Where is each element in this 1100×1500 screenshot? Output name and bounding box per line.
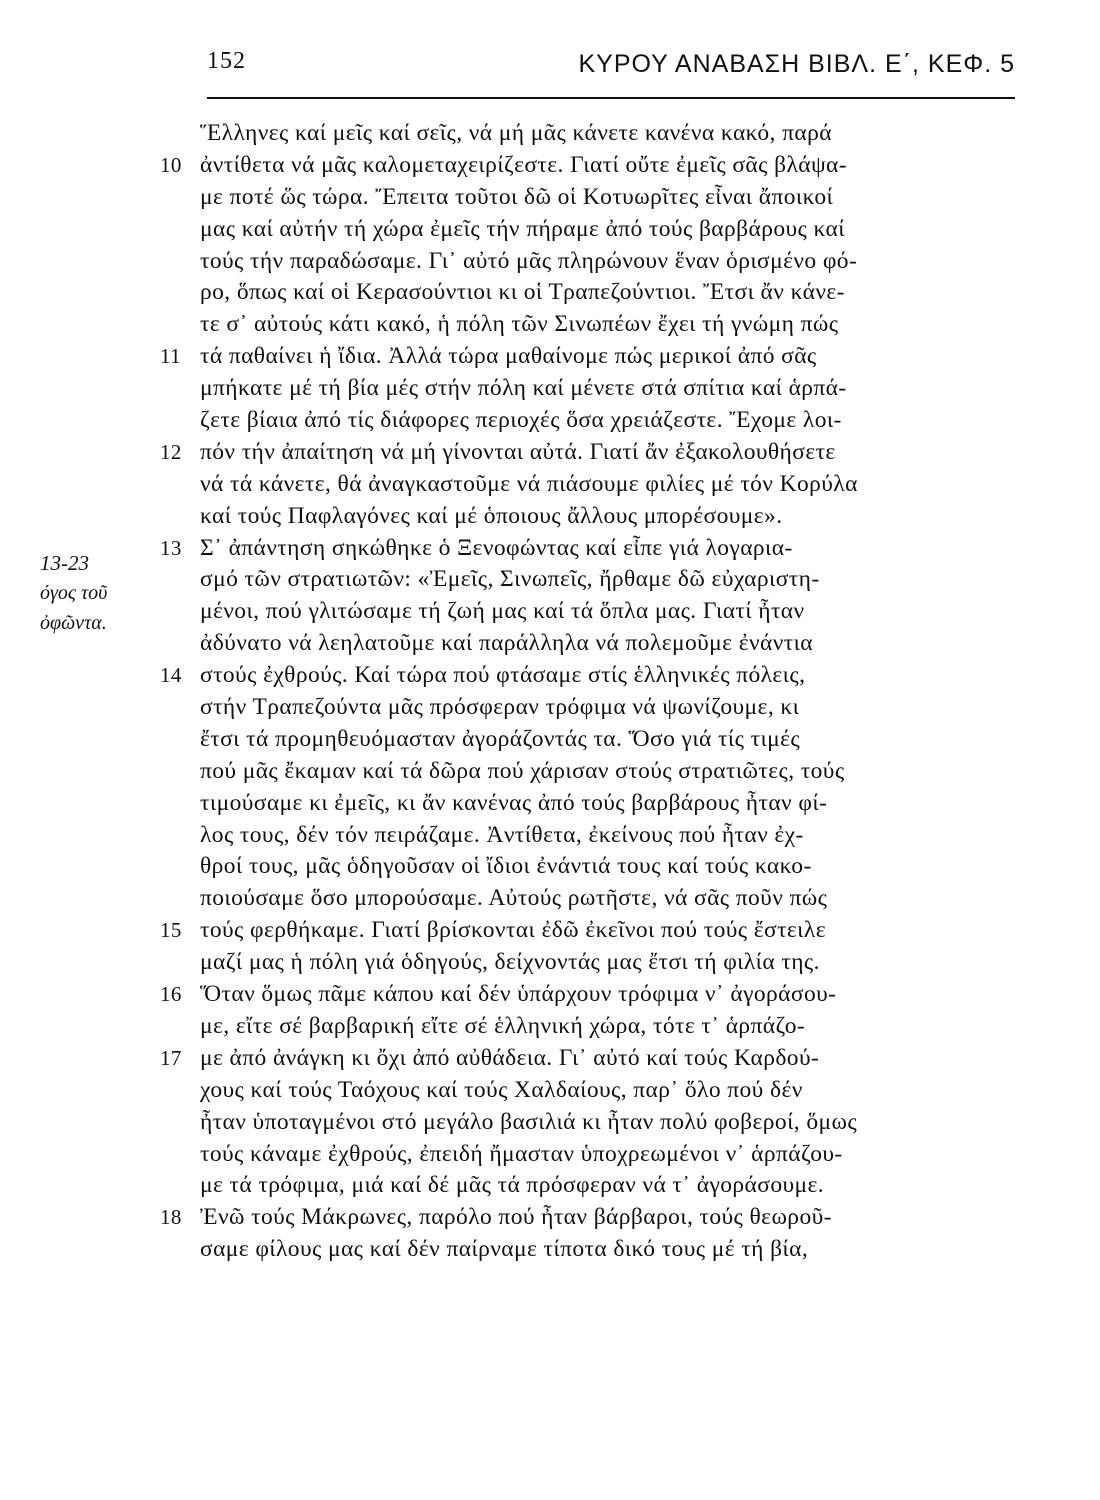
line-text: θροί τους, μᾶς ὁδηγοῦσαν οἱ ἴδιοι ἐνάντιά τους καί τούς κακο- xyxy=(200,853,812,880)
text-line xyxy=(200,596,1020,628)
margin-note xyxy=(40,548,150,638)
text-line xyxy=(200,724,1020,756)
text-line xyxy=(200,692,1020,724)
text-line xyxy=(200,1139,1020,1171)
text-line xyxy=(200,501,1020,533)
line-text: στούς ἐχθρούς. Καί τώρα πού φτάσαμε στίς ἑλληνικές πόλεις, xyxy=(200,662,806,689)
line-text: τε σ᾽ αὐτούς κάτι κακό, ἡ πόλη τῶν Σινωπέων ἔχει τή γνώμη πώς xyxy=(200,311,839,338)
line-text: στήν Τραπεζούντα μᾶς πρόσφεραν τρόφιμα νά ψωνίζουμε, κι xyxy=(200,694,800,721)
margin-note-line: ὀφῶντα. xyxy=(40,612,107,634)
line-text: ποιούσαμε ὅσο μπορούσαμε. Αὐτούς ρωτῆστε, νά σᾶς ποῦν πώς xyxy=(200,885,828,912)
text-line xyxy=(200,1170,1020,1202)
section-number: 15 xyxy=(160,918,182,943)
section-number: 13 xyxy=(160,535,182,560)
line-text: σμό τῶν στρατιωτῶν: «Ἐμεῖς, Σινωπεῖς, ἤρθαμε δῶ εὐχαριστη- xyxy=(200,566,820,593)
line-text: μαζί μας ἡ πόλη γιά ὁδηγούς, δείχνοντάς μας ἔτσι τή φιλία της. xyxy=(200,949,820,976)
line-text: λος τους, δέν τόν πειράζαμε. Ἀντίθετα, ἐκείνους πού ἦταν ἐχ- xyxy=(200,821,804,848)
text-line xyxy=(200,182,1020,214)
line-text: Σ᾽ ἀπάντηση σηκώθηκε ὁ Ξενοφώντας καί εἶπε γιά λογαρια- xyxy=(200,534,793,561)
text-line xyxy=(200,118,1020,150)
line-text: μας καί αὐτήν τή χώρα ἐμεῖς τήν πήραμε ἀπό τούς βαρβάρους καί xyxy=(200,215,845,242)
margin-note-ref: 13-23 xyxy=(40,551,89,575)
line-text: πόν τήν ἀπαίτηση νά μή γίνονται αὐτά. Γιατί ἄν ἐξακολουθήσετε xyxy=(200,438,836,465)
text-line xyxy=(200,883,1020,915)
margin-note-line: όγος τοῦ xyxy=(40,582,108,604)
line-text: με ποτέ ὥς τώρα. Ἔπειτα τοῦτοι δῶ οἱ Κοτυωρῖτες εἶναι ἄποικοί xyxy=(200,183,834,210)
line-text: τούς φερθήκαμε. Γιατί βρίσκονται ἐδῶ ἐκεῖνοι πού τούς ἔστειλε xyxy=(200,917,826,944)
text-line xyxy=(200,820,1020,852)
text-line xyxy=(200,756,1020,788)
line-text: ἀδύνατο νά λεηλατοῦμε καί παράλληλα νά πολεμοῦμε ἐνάντια xyxy=(200,630,814,657)
text-line xyxy=(200,1107,1020,1139)
text-line xyxy=(200,309,1020,341)
text-line xyxy=(160,915,1020,947)
body-text xyxy=(160,118,1020,1266)
running-head: ΚΥΡΟΥ ΑΝΑΒΑΣΗ ΒΙΒΛ. Ε΄, ΚΕΦ. 5 xyxy=(578,50,1015,78)
text-line xyxy=(200,1075,1020,1107)
line-text: νά τά κάνετε, θά ἀναγκαστοῦμε νά πιάσουμε φιλίες μέ τόν Κορύλα xyxy=(200,470,858,497)
line-text: τούς τήν παραδώσαμε. Γι᾽ αὐτό μᾶς πληρώνουν ἕναν ὁρισμένο φό- xyxy=(200,247,858,274)
section-number: 11 xyxy=(160,344,182,369)
text-line xyxy=(200,788,1020,820)
text-line xyxy=(200,851,1020,883)
text-line xyxy=(200,628,1020,660)
text-line xyxy=(160,1043,1020,1075)
text-line xyxy=(200,564,1020,596)
text-line xyxy=(160,341,1020,373)
text-line xyxy=(200,469,1020,501)
section-number: 10 xyxy=(160,152,182,177)
line-text: με τά τρόφιμα, μιά καί δέ μᾶς τά πρόσφεραν νά τ᾽ ἀγοράσουμε. xyxy=(200,1172,825,1199)
line-text: τιμούσαμε κι ἐμεῖς, κι ἄν κανένας ἀπό τούς βαρβάρους ἦταν φί- xyxy=(200,789,828,816)
text-line xyxy=(200,373,1020,405)
page-header xyxy=(207,48,1015,88)
line-text: ζετε βίαια ἀπό τίς διάφορες περιοχές ὅσα χρειάζεστε. Ἔχομε λοι- xyxy=(200,407,842,434)
line-text: Ἐνῶ τούς Μάκρωνες, παρόλο πού ἦταν βάρβαροι, τούς θεωροῦ- xyxy=(200,1204,832,1231)
text-line xyxy=(200,246,1020,278)
text-line xyxy=(160,533,1020,565)
line-text: Ἕλληνες καί μεῖς καί σεῖς, νά μή μᾶς κάνετε κανένα κακό, παρά xyxy=(200,120,832,146)
text-line xyxy=(200,1011,1020,1043)
line-text: με, εἴτε σέ βαρβαρική εἴτε σέ ἑλληνική χώρα, τότε τ᾽ ἁρπάζο- xyxy=(200,1012,806,1039)
line-text: μπήκατε μέ τή βία μές στήν πόλη καί μένετε στά σπίτια καί ἁρπά- xyxy=(200,375,847,402)
text-line xyxy=(200,947,1020,979)
line-text: ἀντίθετα νά μᾶς καλομεταχειρίζεστε. Γιατί οὔτε ἐμεῖς σᾶς βλάψα- xyxy=(200,151,847,178)
section-number: 16 xyxy=(160,982,182,1007)
line-text: τά παθαίνει ἡ ἴδια. Ἀλλά τώρα μαθαίνομε πώς μερικοί ἀπό σᾶς xyxy=(200,343,817,370)
line-text: ρο, ὅπως καί οἱ Κερασούντιοι κι οἱ Τραπεζούντιοι. Ἔτσι ἄν κάνε- xyxy=(200,279,845,306)
section-number: 17 xyxy=(160,1045,182,1070)
line-text: τούς κάναμε ἐχθρούς, ἐπειδή ἤμασταν ὑποχρεωμένοι ν᾽ ἁρπάζου- xyxy=(200,1140,843,1167)
section-number: 12 xyxy=(160,439,182,464)
line-text: με ἀπό ἀνάγκη κι ὄχι ἀπό αὐθάδεια. Γι᾽ αὐτό καί τούς Καρδού- xyxy=(200,1044,820,1071)
line-text: πού μᾶς ἔκαμαν καί τά δῶρα πού χάρισαν στούς στρατιῶτες, τούς xyxy=(200,757,845,784)
text-line xyxy=(160,979,1020,1011)
line-text: ἔτσι τά προμηθευόμασταν ἀγοράζοντάς τα. Ὅσο γιά τίς τιμές xyxy=(200,725,801,752)
line-text: μένοι, πού γλιτώσαμε τή ζωή μας καί τά ὅπλα μας. Γιατί ἦταν xyxy=(200,598,805,625)
page-number: 152 xyxy=(207,48,246,74)
line-text: καί τούς Παφλαγόνες καί μέ ὁποιους ἄλλους μπορέσουμε». xyxy=(200,502,783,529)
text-line xyxy=(200,405,1020,437)
header-rule xyxy=(207,97,1015,99)
line-text: Ὅταν ὅμως πᾶμε κάπου καί δέν ὑπάρχουν τρόφιμα ν᾽ ἀγοράσου- xyxy=(200,981,837,1008)
text-line xyxy=(200,277,1020,309)
line-text: ἦταν ὑποταγμένοι στό μεγάλο βασιλιά κι ἦταν πολύ φοβεροί, ὅμως xyxy=(200,1108,858,1135)
line-text: σαμε φίλους μας καί δέν παίρναμε τίποτα δικό τους μέ τή βία, xyxy=(200,1236,809,1263)
text-line xyxy=(160,660,1020,692)
text-line xyxy=(160,150,1020,182)
text-line xyxy=(160,1202,1020,1234)
text-line xyxy=(160,437,1020,469)
section-number: 14 xyxy=(160,663,182,688)
line-text: χους καί τούς Ταόχους καί τούς Χαλδαίους, παρ᾽ ὅλο πού δέν xyxy=(200,1076,803,1103)
text-line xyxy=(200,214,1020,246)
section-number: 18 xyxy=(160,1205,182,1230)
text-line xyxy=(200,1234,1020,1266)
